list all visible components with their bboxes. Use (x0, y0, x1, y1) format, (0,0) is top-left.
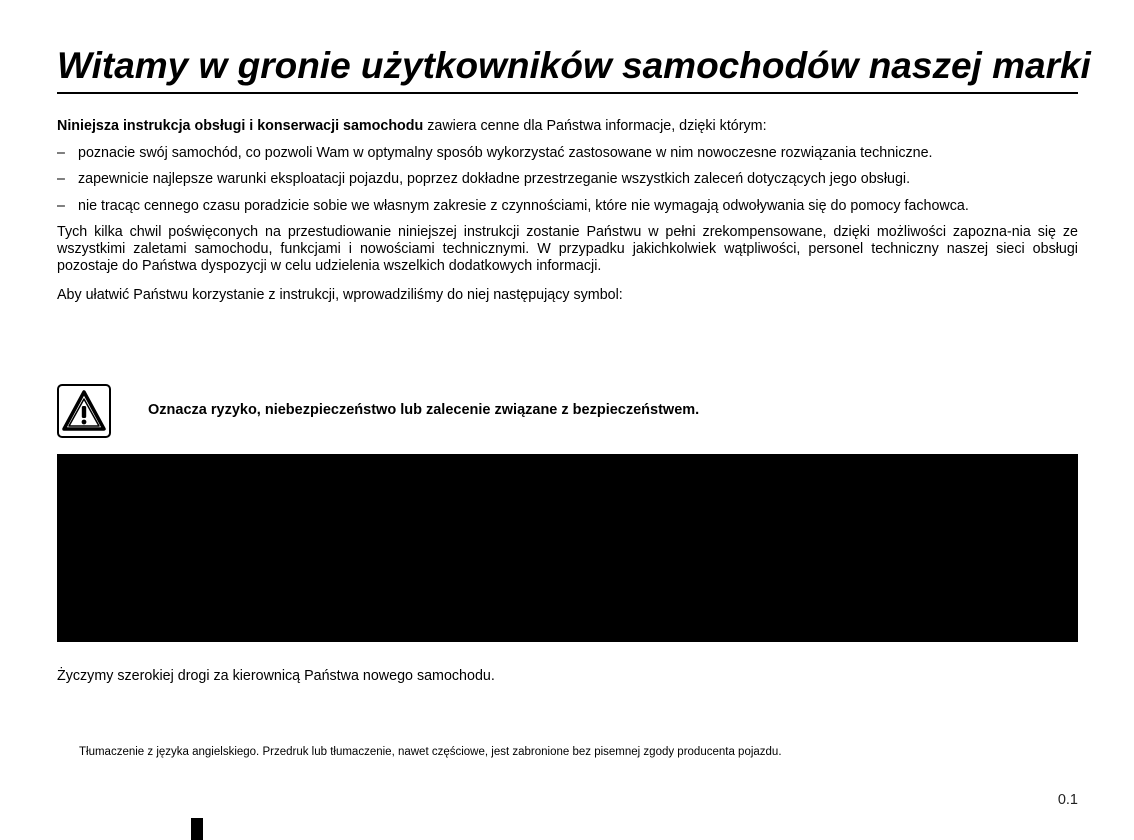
page-title: Witamy w gronie użytkowników samochodów naszej marki (57, 45, 1091, 86)
redacted-block (57, 454, 1078, 642)
closing-text: Życzymy szerokiej drogi za kierownicą Państwa nowego samochodu. (57, 668, 495, 684)
intro-text (57, 118, 1078, 135)
title-underline (57, 92, 1078, 94)
footnote: Tłumaczenie z języka angielskiego. Przedruk lub tłumaczenie, nawet częściowe, jest zabronione bez pisemnej zgody producenta pojazdu. (79, 746, 782, 758)
list-item-text: nie tracąc cennego czasu poradzicie sobie we własnym zakresie z czynnościami, które nie wymagają odwoływania się do pomocy fachowca. (78, 198, 969, 214)
print-mark (191, 818, 203, 840)
list-dash: – (57, 198, 65, 214)
list-item-text: poznacie swój samochód, co pozwoli Wam w optymalny sposób wykorzystać zastosowane w nim nowoczesne rozwiązania techniczne. (78, 145, 933, 161)
body-paragraph: Tych kilka chwil poświęconych na przestudiowanie niniejszej instrukcji zostanie Państwu w pełni zrekompensowane, dzięki możliwości zapozna-nia się ze wszystkimi zaletami samochodu, funkcjami i nowościami technicznymi. W przypadku jakichkolwiek wątpliwości, personel techniczny naszej sieci obsługi pozostaje do Państwa dyspozycji w celu udzielenia wszelkich dodatkowych informacji. (57, 224, 1078, 274)
warning-triangle-icon (59, 386, 109, 436)
symbol-intro-text: Aby ułatwić Państwu korzystanie z instrukcji, wprowadziliśmy do niej następujący symbol: (57, 287, 623, 303)
intro-bold-text: Niniejsza instrukcja obsługi i konserwacji samochodu (57, 118, 424, 134)
list-item-text: zapewnicie najlepsze warunki eksploatacji pojazdu, poprzez dokładne przestrzeganie wszystkich zaleceń dotyczących jego obsługi. (78, 171, 911, 187)
list-dash: – (57, 171, 65, 187)
warning-description: Oznacza ryzyko, niebezpieczeństwo lub zalecenie związane z bezpieczeństwem. (148, 402, 700, 418)
list-dash: – (57, 145, 65, 161)
intro-rest-text: zawiera cenne dla Państwa informacje, dzięki którym: (423, 118, 767, 134)
page-number: 0.1 (1057, 792, 1078, 808)
warning-symbol-box (57, 384, 111, 438)
